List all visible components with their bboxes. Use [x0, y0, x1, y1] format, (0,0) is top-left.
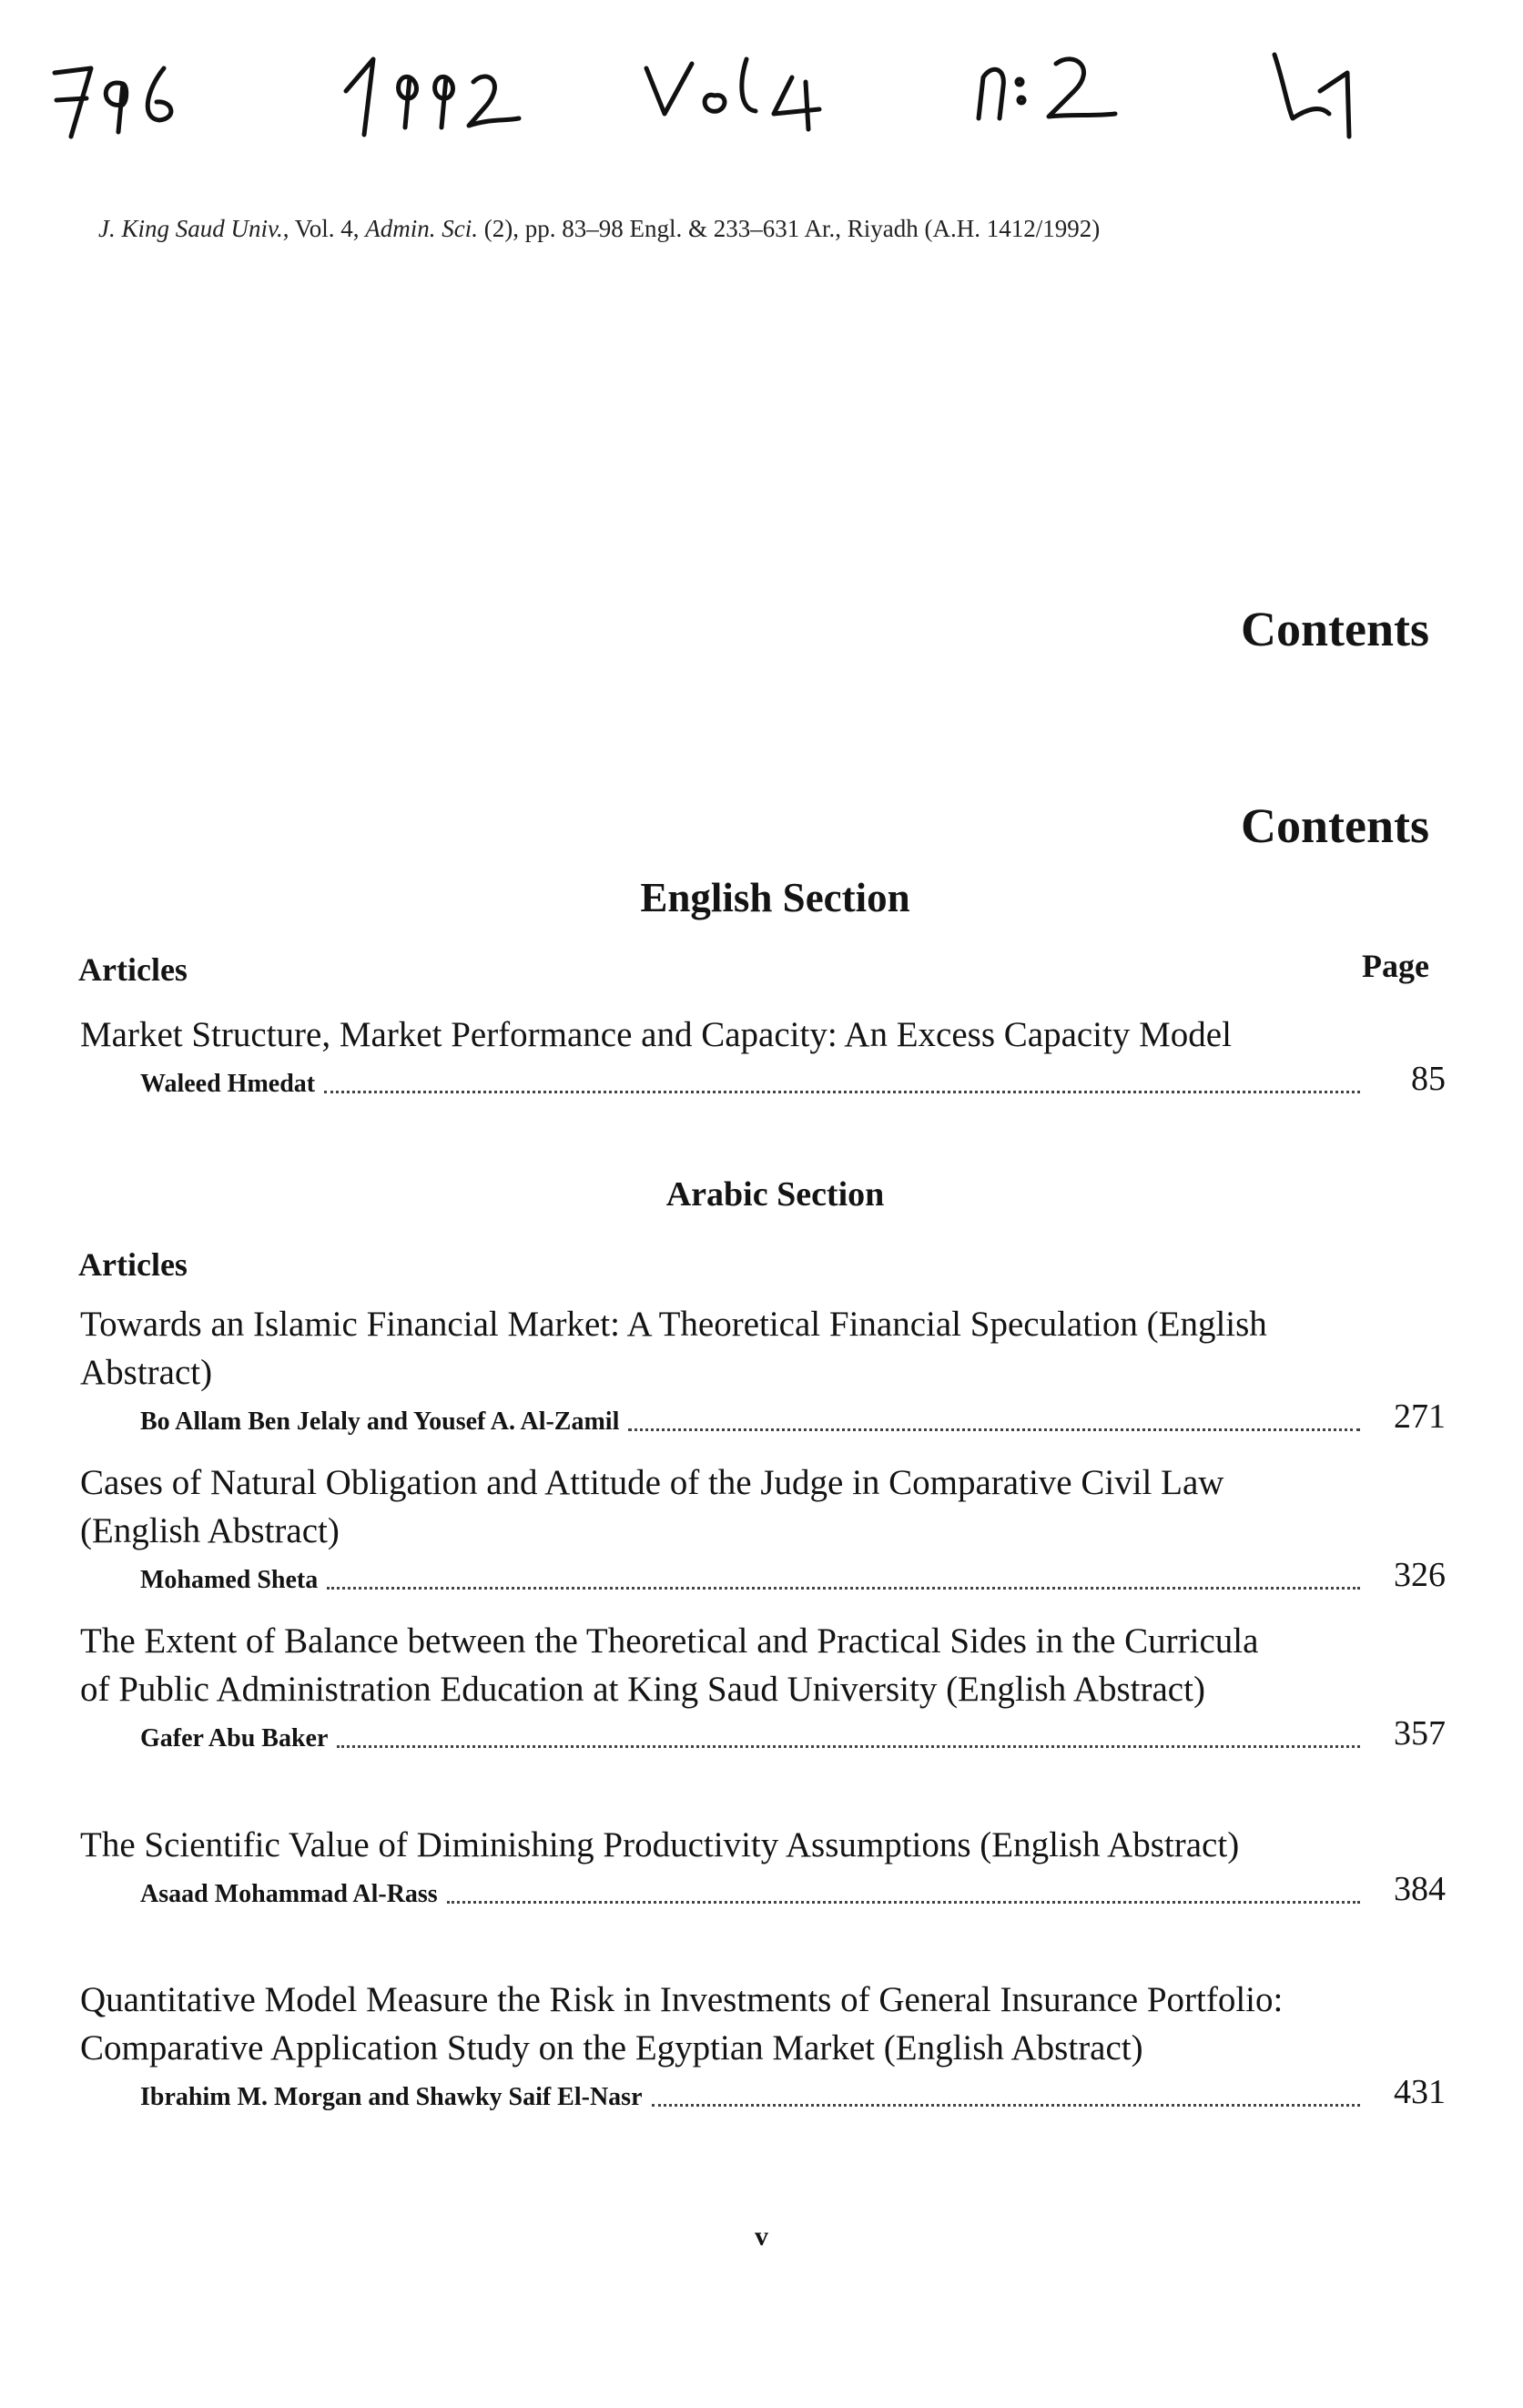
entry-title: The Scientific Value of Diminishing Productivity Assumptions (English Abstract): [80, 1825, 1240, 1864]
entry-author: Bo Allam Ben Jelaly and Yousef A. Al-Zamil: [140, 1407, 620, 1436]
journal-issue-pages: (2), pp. 83–98 Engl. & 233–631 Ar., Riyadh (A.H. 1412/1992): [478, 215, 1101, 242]
page-folio: v: [755, 2221, 768, 2251]
page-column-label: Page: [1362, 948, 1429, 984]
entry-page-number: 384: [1394, 1870, 1446, 1908]
articles-label-arabic: Articles: [78, 1246, 188, 1283]
entry-title: Market Structure, Market Performance and Capacity: An Excess Capacity Model: [80, 1015, 1232, 1054]
entry-title: The Extent of Balance between the Theoretical and Practical Sides in the Curricula of Public Administration Education at King Saud University (English Abstract): [80, 1621, 1259, 1709]
handwriting-drawing: [36, 27, 1402, 146]
journal-series: Admin. Sci.: [365, 215, 479, 242]
toc-entry[interactable]: [80, 1617, 1446, 1757]
handwritten-annotation: [36, 27, 1402, 146]
entry-author-line: [80, 1713, 1446, 1757]
entry-author: Ibrahim M. Morgan and Shawky Saif El-Nasr: [140, 2083, 643, 2111]
journal-volume: , Vol. 4,: [282, 215, 366, 242]
entry-page-number: 271: [1394, 1397, 1446, 1436]
english-section-heading: English Section: [640, 875, 910, 920]
dot-leader: [652, 2103, 1360, 2107]
toc-entry[interactable]: [80, 1976, 1446, 2116]
dot-leader: [447, 1900, 1360, 1904]
articles-label-english: Articles: [78, 951, 188, 988]
entry-page-number: 85: [1411, 1060, 1446, 1098]
entry-title: Cases of Natural Obligation and Attitude of the Judge in Comparative Civil Law (English Abstract): [80, 1463, 1224, 1550]
entry-page-number: 357: [1394, 1714, 1446, 1753]
entry-author-line: [80, 1869, 1446, 1913]
toc-entry[interactable]: [80, 1458, 1446, 1599]
dot-leader: [327, 1586, 1360, 1590]
entry-author-line: [80, 2072, 1446, 2116]
entry-author-line: [80, 1555, 1446, 1599]
running-head: [98, 215, 1432, 243]
contents-heading-1: Contents: [1240, 602, 1429, 656]
contents-heading-2: Contents: [1240, 798, 1429, 853]
toc-entry[interactable]: [80, 1821, 1446, 1913]
entry-page-number: 431: [1394, 2073, 1446, 2111]
entry-author: Waleed Hmedat: [140, 1070, 316, 1098]
toc-entry[interactable]: [80, 1011, 1446, 1102]
entry-page-number: 326: [1394, 1556, 1446, 1594]
entry-author: Mohamed Sheta: [140, 1566, 319, 1594]
journal-name: J. King Saud Univ.: [98, 215, 283, 242]
dot-leader: [324, 1090, 1360, 1093]
arabic-section-heading: Arabic Section: [665, 1175, 885, 1214]
entry-author: Gafer Abu Baker: [140, 1724, 329, 1753]
toc-entry[interactable]: [80, 1300, 1446, 1440]
entry-author-line: [80, 1397, 1446, 1440]
dot-leader: [337, 1744, 1360, 1748]
dot-leader: [628, 1428, 1360, 1431]
entry-title: Towards an Islamic Financial Market: A Theoretical Financial Speculation (English Abstract): [80, 1305, 1267, 1392]
entry-author-line: [80, 1059, 1446, 1102]
entry-author: Asaad Mohammad Al-Rass: [140, 1880, 438, 1908]
entry-title: Quantitative Model Measure the Risk in Investments of General Insurance Portfolio: Comparative Application Study on the Egyptian Market (English Abstract): [80, 1980, 1284, 2068]
